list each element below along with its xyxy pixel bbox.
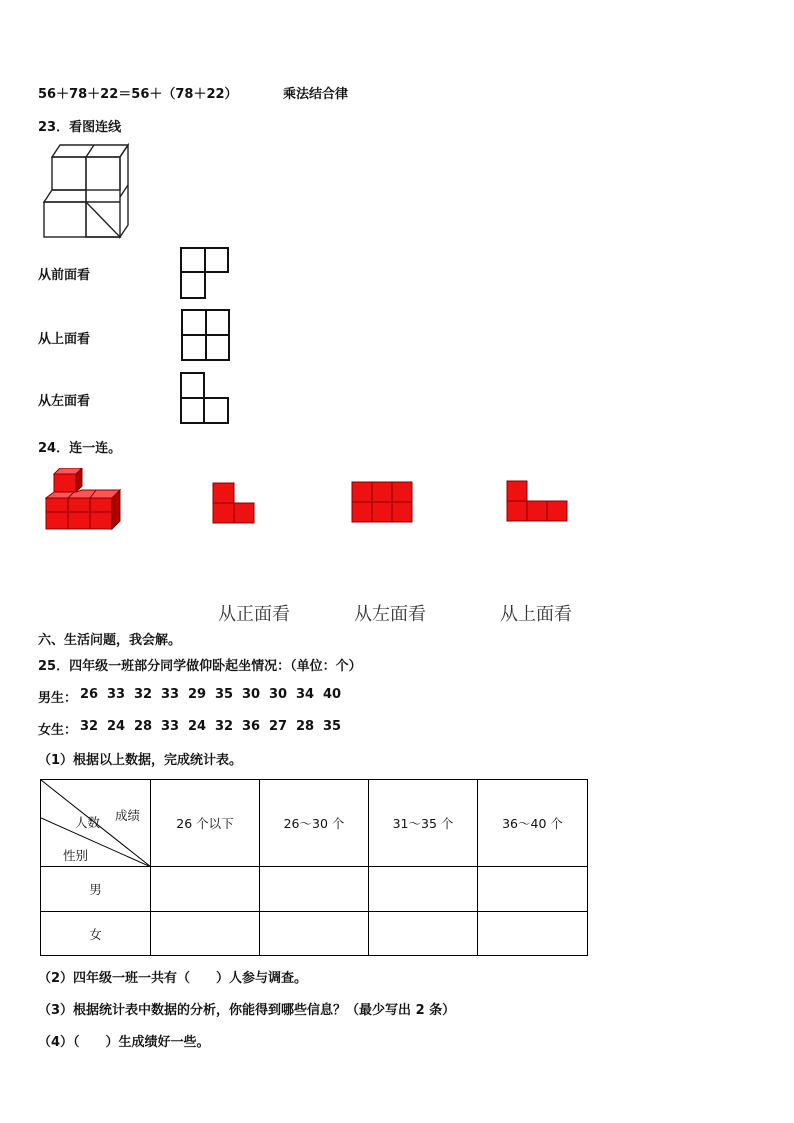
corner-label-count: 人数 (75, 815, 101, 830)
answer-cell[interactable] (151, 912, 260, 956)
q25-part4: （4）（ ）生成绩好一些。 (38, 1035, 210, 1050)
q24-red-view-3 (506, 479, 570, 523)
answer-cell[interactable] (369, 867, 478, 912)
score: 26 (80, 687, 99, 702)
q24-label-front: 从正面看 (218, 604, 290, 625)
table-corner-cell (41, 780, 151, 867)
row-label-male: 男 (41, 867, 151, 912)
score: 35 (323, 719, 342, 734)
q23-view-shape-3 (178, 370, 232, 426)
answer-cell[interactable] (260, 867, 369, 912)
score: 34 (296, 687, 315, 702)
stats-table (40, 779, 588, 956)
score: 28 (296, 719, 315, 734)
q24-label-top: 从上面看 (500, 604, 572, 625)
q25-part1: （1）根据以上数据，完成统计表。 (38, 753, 243, 768)
q24-title: 24．连一连。 (38, 441, 122, 456)
girls-scores (80, 719, 350, 734)
score: 36 (242, 719, 261, 734)
score: 24 (188, 719, 207, 734)
row-label-female: 女 (41, 912, 151, 956)
section6-title: 六、生活问题，我会解。 (38, 633, 182, 648)
boys-label: 男生： (38, 691, 78, 706)
equation-text: 56＋78＋22＝56＋（78＋22） (38, 87, 238, 102)
table-header: 31～35 个 (369, 780, 478, 867)
answer-cell[interactable] (260, 912, 369, 956)
answer-cell[interactable] (151, 867, 260, 912)
score: 24 (107, 719, 126, 734)
q25-part3: （3）根据统计表中数据的分析，你能得到哪些信息？（最少写出 2 条） (38, 1003, 456, 1018)
q23-title: 23．看图连线 (38, 120, 122, 135)
label-front-view: 从前面看 (38, 268, 91, 283)
boys-scores (80, 687, 350, 702)
corner-label-gender: 性别 (63, 848, 89, 863)
answer-cell[interactable] (478, 912, 588, 956)
score: 27 (269, 719, 288, 734)
corner-label-score: 成绩 (115, 808, 141, 823)
q24-red-view-1 (212, 481, 256, 525)
q24-label-left: 从左面看 (354, 604, 426, 625)
score: 40 (323, 687, 342, 702)
answer-cell[interactable] (478, 867, 588, 912)
score: 33 (107, 687, 126, 702)
score: 30 (242, 687, 261, 702)
score: 35 (215, 687, 234, 702)
score: 30 (269, 687, 288, 702)
q25-title: 25．四年级一班部分同学做仰卧起坐情况：（单位：个） (38, 659, 362, 674)
score: 33 (161, 719, 180, 734)
q25-part2: （2）四年级一班一共有（ ）人参与调查。 (38, 971, 308, 986)
score: 32 (215, 719, 234, 734)
table-header: 36～40 个 (478, 780, 588, 867)
label-top-view: 从上面看 (38, 332, 91, 347)
score: 28 (134, 719, 153, 734)
score: 32 (134, 687, 153, 702)
q24-red-3d-figure (44, 468, 126, 532)
q23-3d-figure (38, 140, 134, 240)
q24-red-view-2 (350, 480, 414, 524)
table-header: 26～30 个 (260, 780, 369, 867)
score: 32 (80, 719, 99, 734)
table-header: 26 个以下 (151, 780, 260, 867)
q23-view-shape-1 (178, 246, 230, 302)
answer-cell[interactable] (369, 912, 478, 956)
table-row (41, 867, 588, 912)
label-left-view: 从左面看 (38, 394, 91, 409)
score: 33 (161, 687, 180, 702)
table-row (41, 912, 588, 956)
girls-label: 女生： (38, 723, 78, 738)
law-text: 乘法结合律 (283, 87, 349, 102)
score: 29 (188, 687, 207, 702)
q23-view-shape-2 (178, 307, 232, 363)
